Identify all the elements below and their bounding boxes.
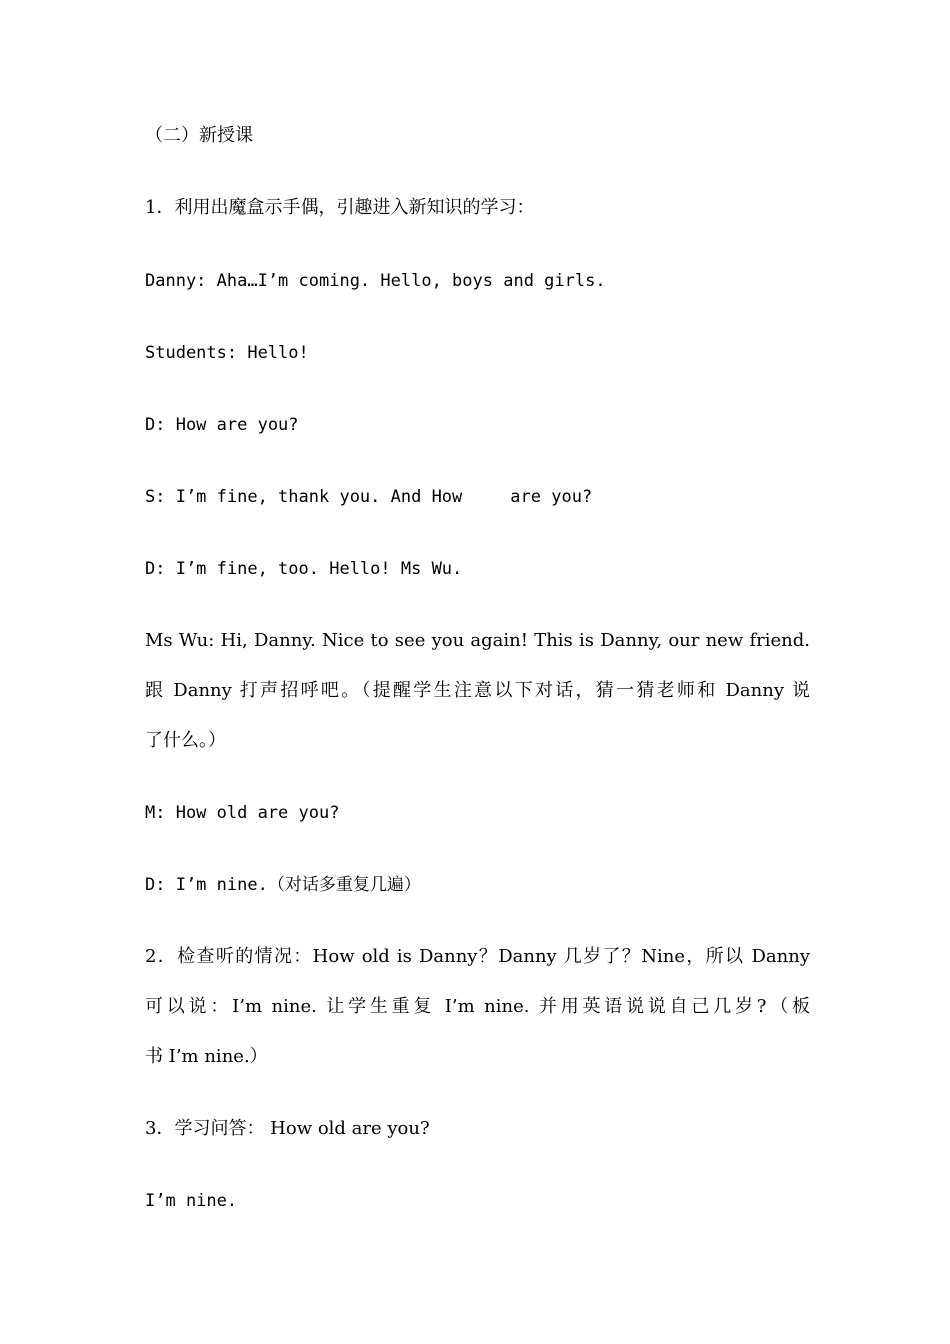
dialogue-line-s-fine-part2: are you?	[510, 487, 593, 507]
dialogue-line-m-how-old: M: How old are you?	[145, 803, 340, 823]
step2-line-2: 可以说：I’m nine. 让学生重复 I’m nine. 并用英语说说自己几岁?（板	[145, 996, 810, 1017]
step3-answer: I’m nine.	[145, 1191, 238, 1211]
ms-wu-line-2: 跟 Danny 打声招呼吧。（提醒学生注意以下对话，猜一猜老师和 Danny 说	[145, 680, 810, 701]
dialogue-line-d-how-are-you: D: How are you?	[145, 415, 299, 435]
step1-title: 1．利用出魔盒示手偶，引趣进入新知识的学习：	[145, 197, 535, 218]
dialogue-line-d-fine-too: D: I’m fine, too. Hello! Ms Wu.	[145, 559, 463, 579]
dialogue-line-s-fine-part1: S: I’m fine, thank you. And How	[145, 487, 463, 507]
dialogue-line-students: Students: Hello!	[145, 343, 309, 363]
step3-title: 3．学习问答： How old are you?	[145, 1118, 430, 1139]
dialogue-line-s-fine	[145, 485, 810, 509]
ms-wu-line-3: 了什么。）	[145, 730, 226, 751]
dialogue-line-d-nine: D: I’m nine.（对话多重复几遍）	[145, 875, 421, 895]
step2-line-3: 书 I’m nine.）	[145, 1046, 268, 1067]
step2-line-1: 2．检查听的情况：How old is Danny？Danny 几岁了？Nine，所以 Danny	[145, 946, 810, 967]
ms-wu-line-1: Ms Wu: Hi, Danny. Nice to see you again! This is Danny, our new friend.	[145, 630, 810, 651]
section-heading: （二）新授课	[145, 125, 253, 146]
dialogue-line-danny: Danny: Aha…I’m coming. Hello, boys and girls.	[145, 271, 606, 291]
